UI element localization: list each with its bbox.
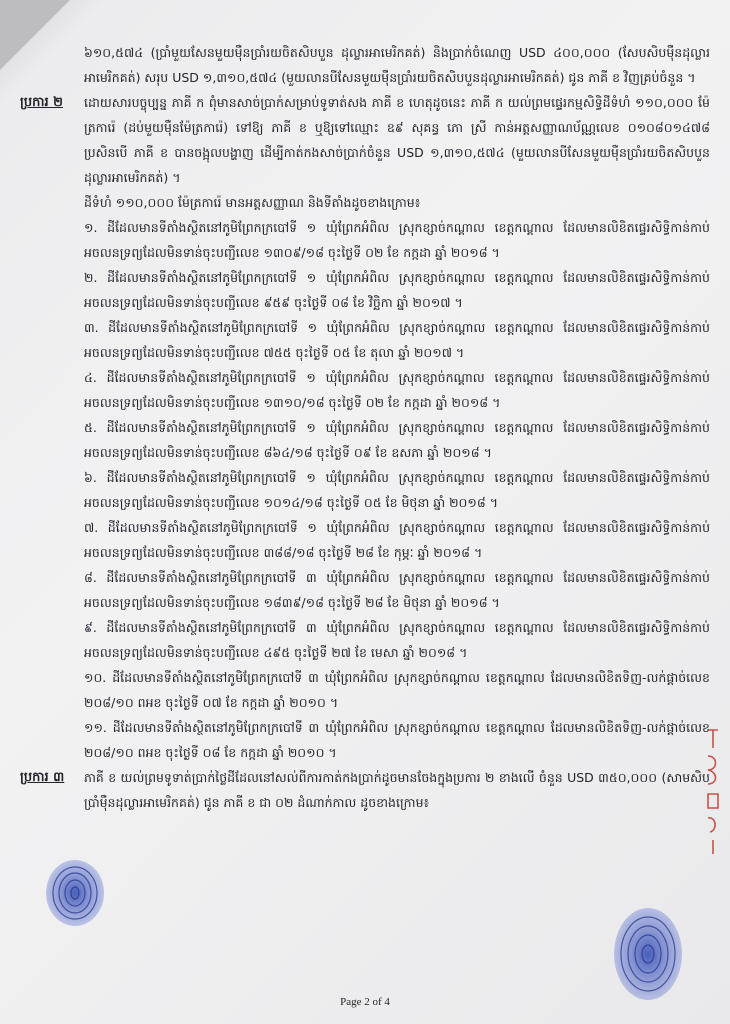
article-3-text: ភាគី ខ យល់ព្រមទូទាត់ប្រាក់ថ្លៃដីដែលនៅសល់ពីការកាត់កងប្រាក់ដូចមានចែងក្នុងប្រការ ២ ខាងលើ ចំនួន USD ៣៥០,០០០ (សាមសិបប្រាំម៉ឺនដុល្លារអាមេរិកគត់) ជូន ភាគី ខ ជា ០២ ដំណាក់កាល ដូចខាងក្រោម៖ <box>84 770 710 810</box>
document-content <box>20 40 710 815</box>
page-footer: Page 2 of 4 <box>340 996 390 1008</box>
article-2-text: ដោយសារបច្ចុប្បន្ន ភាគី ក ពុំមានសាច់ប្រាក់សម្រាប់ទូទាត់សង ភាគី ខ ហេតុដូចនេះ ភាគី ក យល់ព្រមផ្ទេរកម្មសិទ្ធិដីទំហំ ១១០,០០០ ម៉ែត្រការ៉េ (ដប់មួយម៉ឺនម៉ែត្រការ៉េ) ទៅឱ្យ ភាគី ខ ឬឱ្យទៅឈ្មោះ ឧ៩ សុគន្ធ ភោ ស្រី កាន់អត្តសញ្ញាណប័ណ្ណលេខ ០១០៨០១៤៧៨ ប្រសិនបើ ភាគី ខ បានចង្អុលបង្ហាញ ដើម្បីកាត់កងសាច់ប្រាក់ចំនួន USD ១,៣១០,៥៧៤ (មួយលានបីសែនមួយម៉ឺនប្រាំរយចិតសិបបួនដុល្លារអាមេរិកគត់) ។ <box>84 95 710 185</box>
article-3-label: ប្រការ ៣ <box>20 770 65 785</box>
list-item: ៣. ដីដែលមានទីតាំងស្ថិតនៅភូមិព្រែកក្របៅទី ១ ឃុំព្រែកអំពិល ស្រុកខ្សាច់កណ្ដាល ខេត្តកណ្ដាល ដែលមានលិខិតផ្ទេរសិទ្ធិកាន់កាប់អចលនទ្រព្យដែលមិនទាន់ចុះបញ្ជីលេខ ៧៥៥ ចុះថ្ងៃទី ០៥ ខែ តុលា ឆ្នាំ ២០១៧ ។ <box>84 320 710 360</box>
thumbprint-left-icon <box>44 858 106 928</box>
thumbprint-right-icon <box>612 906 684 1002</box>
list-item: ៧. ដីដែលមានទីតាំងស្ថិតនៅភូមិព្រែកក្របៅទី ១ ឃុំព្រែកអំពិល ស្រុកខ្សាច់កណ្ដាល ខេត្តកណ្ដាល ដែលមានលិខិតផ្ទេរសិទ្ធិកាន់កាប់អចលនទ្រព្យដែលមិនទាន់ចុះបញ្ជីលេខ ៣៨៨/១៨ ចុះថ្ងៃទី ២៨ ខែ កុម្ភៈ ឆ្នាំ ២០១៨ ។ <box>84 520 710 560</box>
article-3 <box>20 765 710 815</box>
land-intro: ដីទំហំ ១១០,០០០ ម៉ែត្រការ៉េ មានអត្តសញ្ញាណ និងទីតាំងដូចខាងក្រោម៖ <box>84 195 421 210</box>
list-item: ៦. ដីដែលមានទីតាំងស្ថិតនៅភូមិព្រែកក្របៅទី ១ ឃុំព្រែកអំពិល ស្រុកខ្សាច់កណ្ដាល ខេត្តកណ្ដាល ដែលមានលិខិតផ្ទេរសិទ្ធិកាន់កាប់អចលនទ្រព្យដែលមិនទាន់ចុះបញ្ជីលេខ ១០១៤/១៨ ចុះថ្ងៃទី ០៥ ខែ មិថុនា ឆ្នាំ ២០១៨ ។ <box>84 470 710 510</box>
land-list <box>84 215 710 765</box>
intro-paragraph: ៦១០,៥៧៤ (ប្រាំមួយសែនមួយម៉ឺនប្រាំរយចិតសិបបួន ដុល្លារអាមេរិកគត់) និងប្រាក់ចំណេញ USD ៤០០,០០០ (សែបសិបម៉ឺនដុល្លារអាមេរិកគត់) សរុប USD ១,៣១០,៥៧៤ (មួយលានបីសែនមួយម៉ឺនប្រាំរយចិតសិបបួនដុល្លារអាមេរិកគត់) ជូន ភាគី ខ វិញគ្រប់ចំនួន ។ <box>84 45 710 85</box>
list-item: ១០. ដីដែលមានទីតាំងស្ថិតនៅភូមិព្រែកក្របៅទី ៣ ឃុំព្រែកអំពិល ស្រុកខ្សាច់កណ្ដាល ខេត្តកណ្ដាល ដែលមានលិខិតទិញ-លក់ផ្ដាច់លេខ ២០៨/១០ ពអខ ចុះថ្ងៃទី ០៧ ខែ កក្កដា ឆ្នាំ ២០១០ ។ <box>84 670 710 710</box>
land-list-row <box>20 215 710 765</box>
article-2-label: ប្រការ ២ <box>20 95 63 110</box>
list-item: ៩. ដីដែលមានទីតាំងស្ថិតនៅភូមិព្រែកក្របៅទី ៣ ឃុំព្រែកអំពិល ស្រុកខ្សាច់កណ្ដាល ខេត្តកណ្ដាល ដែលមានលិខិតផ្ទេរសិទ្ធិកាន់កាប់អចលនទ្រព្យដែលមិនទាន់ចុះបញ្ជីលេខ ៤៩៥ ចុះថ្ងៃទី ២៧ ខែ មេសា ឆ្នាំ ២០១៨ ។ <box>84 620 710 660</box>
red-margin-note-icon <box>702 720 724 860</box>
list-item: ៨. ដីដែលមានទីតាំងស្ថិតនៅភូមិព្រែកក្របៅទី ៣ ឃុំព្រែកអំពិល ស្រុកខ្សាច់កណ្ដាល ខេត្តកណ្ដាល ដែលមានលិខិតផ្ទេរសិទ្ធិកាន់កាប់អចលនទ្រព្យដែលមិនទាន់ចុះបញ្ជីលេខ ១៨៣៩/១៨ ចុះថ្ងៃទី ២៨ ខែ មិថុនា ឆ្នាំ ២០១៨ ។ <box>84 570 710 610</box>
intro-row <box>20 40 710 90</box>
article-2 <box>20 90 710 215</box>
list-item: ១១. ដីដែលមានទីតាំងស្ថិតនៅភូមិព្រែកក្របៅទី ៣ ឃុំព្រែកអំពិល ស្រុកខ្សាច់កណ្ដាល ខេត្តកណ្ដាល ដែលមានលិខិតទិញ-លក់ផ្ដាច់លេខ ២០៨/១០ ពអខ ចុះថ្ងៃទី ០៨ ខែ កក្កដា ឆ្នាំ ២០១០ ។ <box>84 720 710 760</box>
list-item: ២. ដីដែលមានទីតាំងស្ថិតនៅភូមិព្រែកក្របៅទី ១ ឃុំព្រែកអំពិល ស្រុកខ្សាច់កណ្ដាល ខេត្តកណ្ដាល ដែលមានលិខិតផ្ទេរសិទ្ធិកាន់កាប់អចលនទ្រព្យដែលមិនទាន់ចុះបញ្ជីលេខ ៩៥៩ ចុះថ្ងៃទី ០៨ ខែ វិច្ឆិកា ឆ្នាំ ២០១៧ ។ <box>84 270 710 310</box>
list-item: ១. ដីដែលមានទីតាំងស្ថិតនៅភូមិព្រែកក្របៅទី ១ ឃុំព្រែកអំពិល ស្រុកខ្សាច់កណ្ដាល ខេត្តកណ្ដាល ដែលមានលិខិតផ្ទេរសិទ្ធិកាន់កាប់អចលនទ្រព្យដែលមិនទាន់ចុះបញ្ជីលេខ ១៣០៩/១៨ ចុះថ្ងៃទី ០២ ខែ កក្កដា ឆ្នាំ ២០១៨ ។ <box>84 220 710 260</box>
list-item: ៤. ដីដែលមានទីតាំងស្ថិតនៅភូមិព្រែកក្របៅទី ១ ឃុំព្រែកអំពិល ស្រុកខ្សាច់កណ្ដាល ខេត្តកណ្ដាល ដែលមានលិខិតផ្ទេរសិទ្ធិកាន់កាប់អចលនទ្រព្យដែលមិនទាន់ចុះបញ្ជីលេខ ១៣១០/១៨ ចុះថ្ងៃទី ០២ ខែ កក្កដា ឆ្នាំ ២០១៨ ។ <box>84 370 710 410</box>
list-item: ៥. ដីដែលមានទីតាំងស្ថិតនៅភូមិព្រែកក្របៅទី ១ ឃុំព្រែកអំពិល ស្រុកខ្សាច់កណ្ដាល ខេត្តកណ្ដាល ដែលមានលិខិតផ្ទេរសិទ្ធិកាន់កាប់អចលនទ្រព្យដែលមិនទាន់ចុះបញ្ជីលេខ ៨៦៤/១៨ ចុះថ្ងៃទី ០៩ ខែ ឧសភា ឆ្នាំ ២០១៨ ។ <box>84 420 710 460</box>
